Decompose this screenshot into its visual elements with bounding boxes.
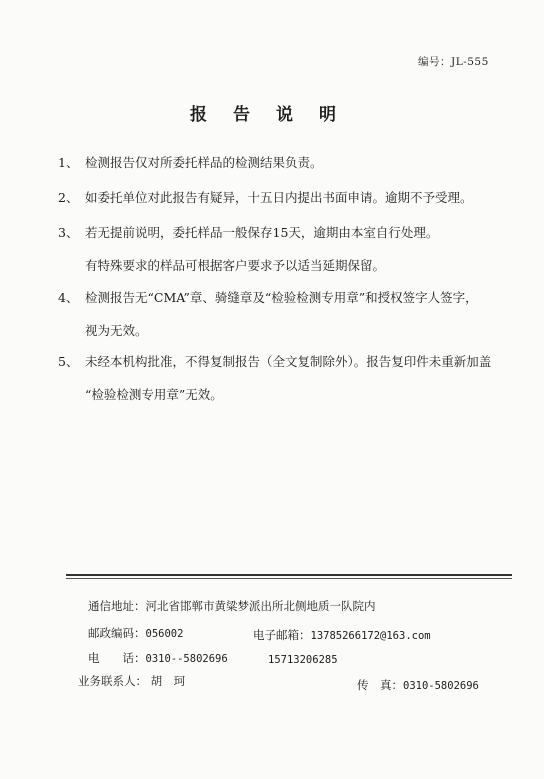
phone-row: [88, 650, 228, 666]
item-text: 若无提前说明，委托样品一般保存15天，逾期由本室自行处理。: [85, 225, 439, 240]
contact-person-label: 业务联系人：: [78, 674, 147, 688]
email-label: 电子邮箱：: [253, 628, 311, 642]
address-row: [88, 598, 376, 614]
email-row: [253, 627, 431, 643]
item-number: 1、: [58, 155, 79, 170]
phone-value-2: 15713206285: [268, 654, 338, 666]
phone-row-2: [268, 652, 338, 666]
email-value: 13785266172@163.com: [310, 630, 431, 642]
postcode-value: 056002: [145, 628, 184, 640]
list-item: [58, 146, 518, 179]
item-text-continued: 视为无效。: [85, 323, 148, 338]
postcode-row: [88, 625, 183, 641]
postcode-label: 邮政编码：: [88, 626, 146, 640]
contact-person-row: [78, 673, 185, 689]
list-item: [58, 181, 518, 214]
item-number: 4、: [58, 290, 79, 305]
divider-thin: [66, 578, 512, 579]
item-text: 检测报告无“CMA”章、骑缝章及“检验检测专用章”和授权签字人签字，: [85, 290, 478, 305]
page-title: 报告说明: [190, 105, 362, 125]
fax-label: 传 真：: [357, 678, 403, 692]
item-number: 3、: [58, 225, 79, 240]
item-text: 未经本机构批准，不得复制报告（全文复制除外）。报告复印件未重新加盖: [85, 354, 492, 369]
list-item: [58, 281, 518, 347]
fax-row: [357, 677, 479, 693]
document-number: 编号：JL-555: [418, 56, 489, 68]
item-text-continued: “检验检测专用章”无效。: [85, 387, 223, 402]
phone-label: 电 话：: [88, 651, 146, 665]
list-item: [58, 345, 518, 411]
item-text: 检测报告仅对所委托样品的检测结果负责。: [85, 155, 323, 170]
item-number: 2、: [58, 190, 79, 205]
address-label: 通信地址：: [88, 599, 146, 613]
item-text-continued: 有特殊要求的样品可根据客户要求予以适当延期保留。: [85, 258, 386, 273]
address-value: 河北省邯郸市黄粱梦派出所北侧地质一队院内: [145, 599, 376, 613]
phone-value: 0310--5802696: [145, 653, 228, 665]
list-item: [58, 216, 518, 282]
contact-person-value: 胡 珂: [150, 674, 186, 688]
item-text: 如委托单位对此报告有疑异，十五日内提出书面申请。逾期不予受理。: [85, 190, 473, 205]
fax-value: 0310-5802696: [403, 680, 479, 692]
item-number: 5、: [58, 354, 79, 369]
divider-thick: [66, 574, 512, 576]
